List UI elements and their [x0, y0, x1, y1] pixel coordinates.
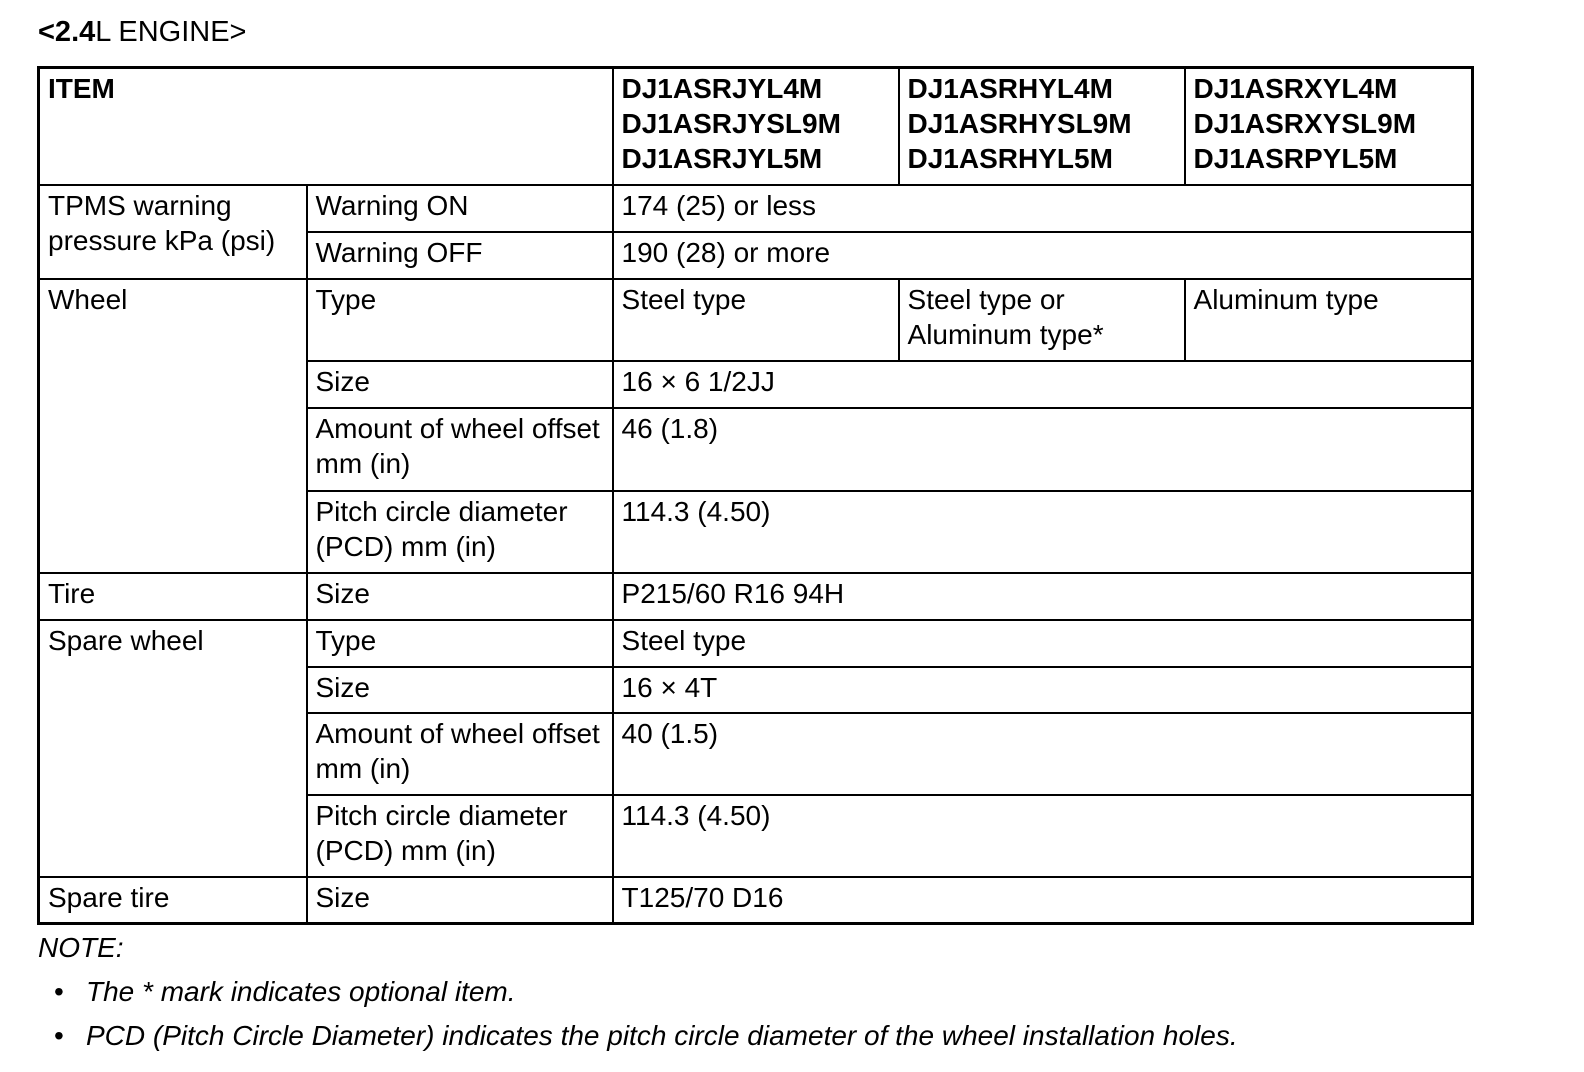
header-row — [39, 68, 1473, 185]
wheel-offset-label: Amount of wheel offset mm (in) — [307, 408, 613, 491]
wheel-type-value: Aluminum type — [1185, 279, 1473, 361]
table-row — [39, 877, 1473, 924]
table-row — [39, 573, 1473, 620]
wheel-size-value: 16 × 6 1/2JJ — [613, 361, 1473, 408]
model-column-1 — [613, 68, 899, 185]
wheel-offset-value: 46 (1.8) — [613, 408, 1473, 491]
model-code: DJ1ASRJYSL9M — [621, 108, 841, 139]
warning-on-value: 174 (25) or less — [613, 185, 1473, 232]
spare-wheel-size-value: 16 × 4T — [613, 667, 1473, 713]
tpms-label: TPMS warning pressure kPa (psi) — [39, 185, 307, 279]
table-row — [39, 620, 1473, 667]
model-column-2 — [899, 68, 1185, 185]
note-text: The * mark indicates optional item. — [86, 976, 516, 1007]
spare-tire-size-value: T125/70 D16 — [613, 877, 1473, 924]
model-code: DJ1ASRJYL4M — [621, 73, 823, 104]
wheel-type-value: Steel type — [613, 279, 899, 361]
model-code: DJ1ASRXYL4M — [1193, 73, 1398, 104]
spare-wheel-offset-label: Amount of wheel offset mm (in) — [307, 713, 613, 795]
warning-off-label: Warning OFF — [307, 232, 613, 279]
bullet-icon: • — [54, 976, 64, 1007]
model-code: DJ1ASRPYL5M — [1193, 143, 1398, 174]
model-code: DJ1ASRHYL4M — [907, 73, 1113, 104]
warning-off-value: 190 (28) or more — [613, 232, 1473, 279]
wheel-pcd-value: 114.3 (4.50) — [613, 491, 1473, 573]
model-code: DJ1ASRJYL5M — [621, 143, 823, 174]
model-code: DJ1ASRHYL5M — [907, 143, 1113, 174]
bullet-icon: • — [54, 1020, 64, 1051]
model-code: DJ1ASRHYSL9M — [907, 108, 1132, 139]
spare-tire-label: Spare tire — [39, 877, 307, 924]
note-text: PCD (Pitch Circle Diameter) indicates the pitch circle diameter of the wheel installation holes. — [86, 1020, 1238, 1051]
wheel-size-label: Size — [307, 361, 613, 408]
table-row — [39, 279, 1473, 361]
section-title-prefix: <2.4 — [38, 16, 96, 48]
item-header: ITEM — [39, 68, 613, 185]
spare-wheel-size-label: Size — [307, 667, 613, 713]
note-item — [54, 1018, 1238, 1062]
wheel-type-value: Steel type or Aluminum type* — [899, 279, 1185, 361]
wheel-pcd-label: Pitch circle diameter (PCD) mm (in) — [307, 491, 613, 573]
note-item — [54, 974, 1238, 1018]
spare-wheel-pcd-label: Pitch circle diameter (PCD) mm (in) — [307, 795, 613, 877]
wheel-label: Wheel — [39, 279, 307, 573]
note-heading: NOTE: — [38, 932, 124, 963]
note-list — [54, 974, 1238, 1062]
spare-wheel-type-value: Steel type — [613, 620, 1473, 667]
section-title-rest: L ENGINE> — [95, 16, 247, 48]
warning-on-label: Warning ON — [307, 185, 613, 232]
section-title — [38, 14, 246, 50]
wheel-type-label: Type — [307, 279, 613, 361]
spare-wheel-pcd-value: 114.3 (4.50) — [613, 795, 1473, 877]
tire-size-label: Size — [307, 573, 613, 620]
spare-wheel-type-label: Type — [307, 620, 613, 667]
table-row — [39, 185, 1473, 232]
model-code: DJ1ASRXYSL9M — [1193, 108, 1417, 139]
model-column-3 — [1185, 68, 1473, 185]
tire-label: Tire — [39, 573, 307, 620]
spare-wheel-label: Spare wheel — [39, 620, 307, 877]
spec-table — [37, 66, 1474, 925]
tire-size-value: P215/60 R16 94H — [613, 573, 1473, 620]
spare-tire-size-label: Size — [307, 877, 613, 924]
spare-wheel-offset-value: 40 (1.5) — [613, 713, 1473, 795]
